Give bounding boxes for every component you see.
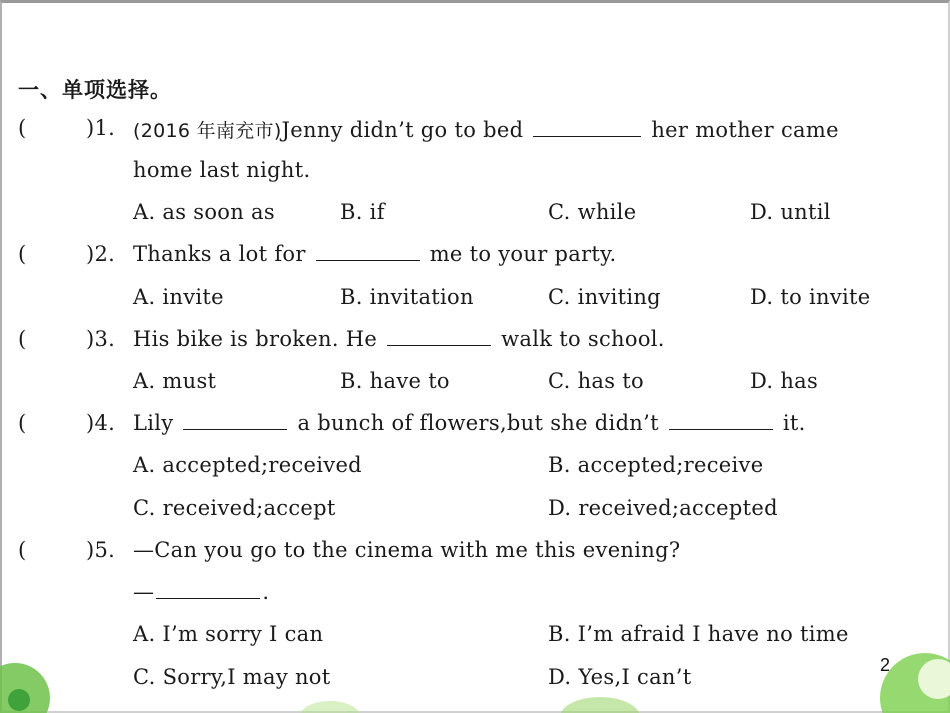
section-title: 一、单项选择。 [18,78,172,102]
page-number: 2 [880,655,891,675]
option-c[interactable]: C. has to [548,369,644,393]
answer-paren: ( [18,327,27,351]
answer-blank[interactable] [316,242,420,261]
question-number: )2. [86,242,116,266]
question-stem: Lily a bunch of flowers,but she didn’t it. [133,411,806,435]
answer-paren: ( [18,538,27,562]
option-b[interactable]: B. have to [340,369,450,393]
option-d[interactable]: D. received;accepted [548,496,778,520]
question-stem-continued: home last night. [133,158,311,182]
option-c[interactable]: C. Sorry,I may not [133,665,331,689]
answer-blank[interactable] [669,411,773,430]
answer-blank[interactable] [156,580,260,599]
option-a[interactable]: A. accepted;received [133,453,362,477]
question-number: )3. [86,327,116,351]
option-c[interactable]: C. received;accept [133,496,336,520]
option-d[interactable]: D. to invite [750,285,871,309]
leaf-shape [918,659,950,699]
option-a[interactable]: A. I’m sorry I can [133,622,324,646]
leaf-shape [300,701,360,713]
leaf-shape [8,689,30,711]
question-stem: His bike is broken. He walk to school. [133,327,665,351]
question-source: (2016 年南充市) [133,120,282,142]
question-4-line [0,411,950,441]
question-number: )4. [86,411,116,435]
answer-blank[interactable] [387,327,491,346]
question-stem: —Can you go to the cinema with me this evening? [133,538,681,562]
leaf-shape [560,697,640,713]
answer-paren: ( [18,116,27,140]
question-3-line [0,327,950,357]
option-d[interactable]: D. until [750,200,831,224]
question-number: )5. [86,538,116,562]
option-a[interactable]: A. invite [133,285,224,309]
dialogue-response: — . [133,580,270,604]
option-b[interactable]: B. accepted;receive [548,453,764,477]
option-c[interactable]: C. while [548,200,637,224]
option-b[interactable]: B. I’m afraid I have no time [548,622,849,646]
answer-blank[interactable] [533,118,641,137]
option-c[interactable]: C. inviting [548,285,661,309]
question-number: )1. [86,116,116,140]
option-b[interactable]: B. invitation [340,285,474,309]
question-stem: (2016 年南充市)Jenny didn’t go to bed her mother came [133,118,839,142]
answer-blank[interactable] [183,411,287,430]
option-a[interactable]: A. as soon as [133,200,275,224]
option-d[interactable]: D. Yes,I can’t [548,665,692,689]
option-d[interactable]: D. has [750,369,819,393]
option-a[interactable]: A. must [133,369,217,393]
answer-paren: ( [18,242,27,266]
question-1-line [0,116,950,146]
answer-paren: ( [18,411,27,435]
question-stem: Thanks a lot for me to your party. [133,242,617,266]
question-2-line [0,242,950,272]
question-5-line [0,538,950,568]
option-b[interactable]: B. if [340,200,385,224]
